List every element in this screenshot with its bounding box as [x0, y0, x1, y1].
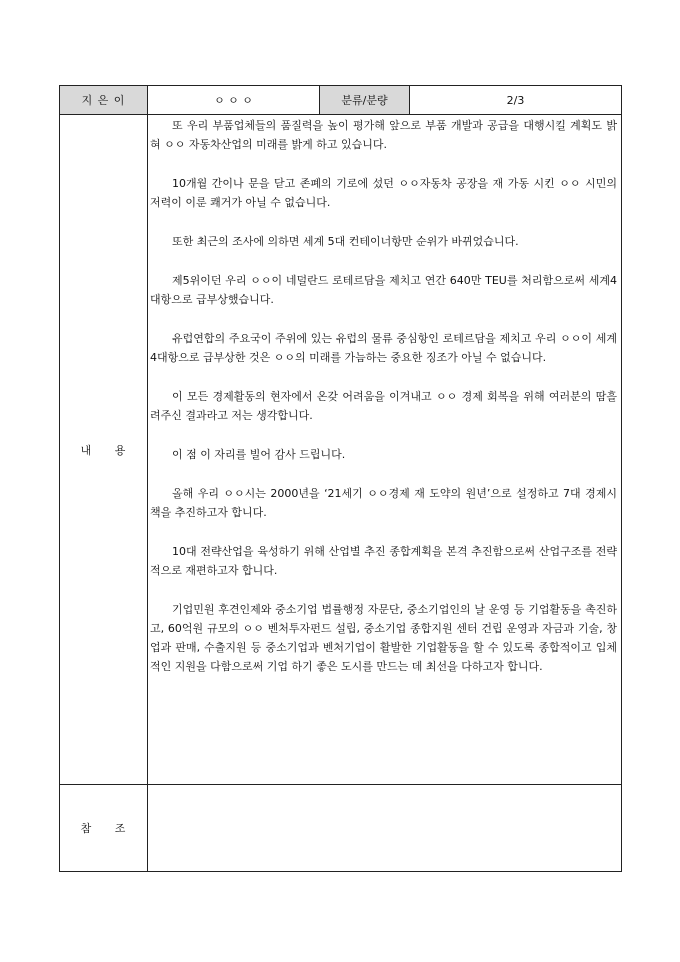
content-body	[148, 115, 621, 700]
author-value: ㅇ ㅇ ㅇ	[148, 86, 320, 115]
content-paragraph: 이 점 이 자리를 빌어 감사 드립니다.	[172, 448, 346, 461]
content-paragraph: 올해 우리 ㅇㅇ시는 2000년을 ‘21세기 ㅇㅇ경제 재 도약의 원년’으로 설정하고 7대 경제시책을 추진하고자 합니다.	[150, 487, 617, 519]
content-paragraph: 또한 최근의 조사에 의하면 세계 5대 컨테이너항만 순위가 바뀌었습니다.	[172, 235, 519, 248]
category-value: 2/3	[410, 86, 622, 115]
content-label: 내 용	[60, 115, 148, 785]
header-row	[60, 86, 622, 115]
author-label: 지 은 이	[60, 86, 148, 115]
reference-row	[60, 785, 622, 872]
content-cell	[148, 115, 622, 785]
document-table	[59, 85, 622, 872]
content-paragraph: 제5위이던 우리 ㅇㅇ이 네덜란드 로테르담을 제치고 연간 640만 TEU를 처리함으로써 세계4대항으로 급부상했습니다.	[150, 274, 617, 306]
content-paragraph: 이 모든 경제활동의 현자에서 온갖 어려움을 이겨내고 ㅇㅇ 경제 회복을 위해 여러분의 땀흘려주신 결과라고 저는 생각합니다.	[150, 390, 617, 422]
category-label: 분류/분량	[320, 86, 410, 115]
content-paragraph: 10개월 간이나 문을 닫고 존폐의 기로에 섰던 ㅇㅇ자동차 공장을 재 가동 시킨 ㅇㅇ 시민의 저력이 이룬 쾌거가 아닐 수 없습니다.	[150, 177, 617, 209]
content-paragraph: 10대 전략산업을 육성하기 위해 산업별 추진 종합계획을 본격 추진함으로써 산업구조를 전략적으로 재편하고자 합니다.	[150, 545, 617, 577]
content-row	[60, 115, 622, 785]
reference-label: 참 조	[60, 785, 148, 872]
content-paragraph: 또 우리 부품업체들의 품질력을 높이 평가해 앞으로 부품 개발과 공급을 대행시킬 계획도 밝혀 ㅇㅇ 자동차산업의 미래를 밝게 하고 있습니다.	[150, 119, 617, 151]
reference-value	[148, 785, 622, 872]
content-paragraph: 기업민원 후견인제와 중소기업 법률행정 자문단, 중소기업인의 날 운영 등 기업활동을 촉진하고, 60억원 규모의 ㅇㅇ 벤처투자펀드 설립, 중소기업 종합지원 센터 건립 운영과 자금과 기술, 창업과 판매, 수출지원 등 중소기업과 벤처기업이 활발한 기업활동을 할 수 있도록 종합적이고 입체적인 지원을 다함으로써 기업 하기 좋은 도시를 만드는 데 최선을 다하고자 합니다.	[150, 603, 617, 673]
content-paragraph: 유럽연합의 주요국이 주위에 있는 유럽의 물류 중심항인 로테르담을 제치고 우리 ㅇㅇ이 세계 4대항으로 급부상한 것은 ㅇㅇ의 미래를 가늠하는 중요한 징조가 아닐 수 없습니다.	[150, 332, 617, 364]
